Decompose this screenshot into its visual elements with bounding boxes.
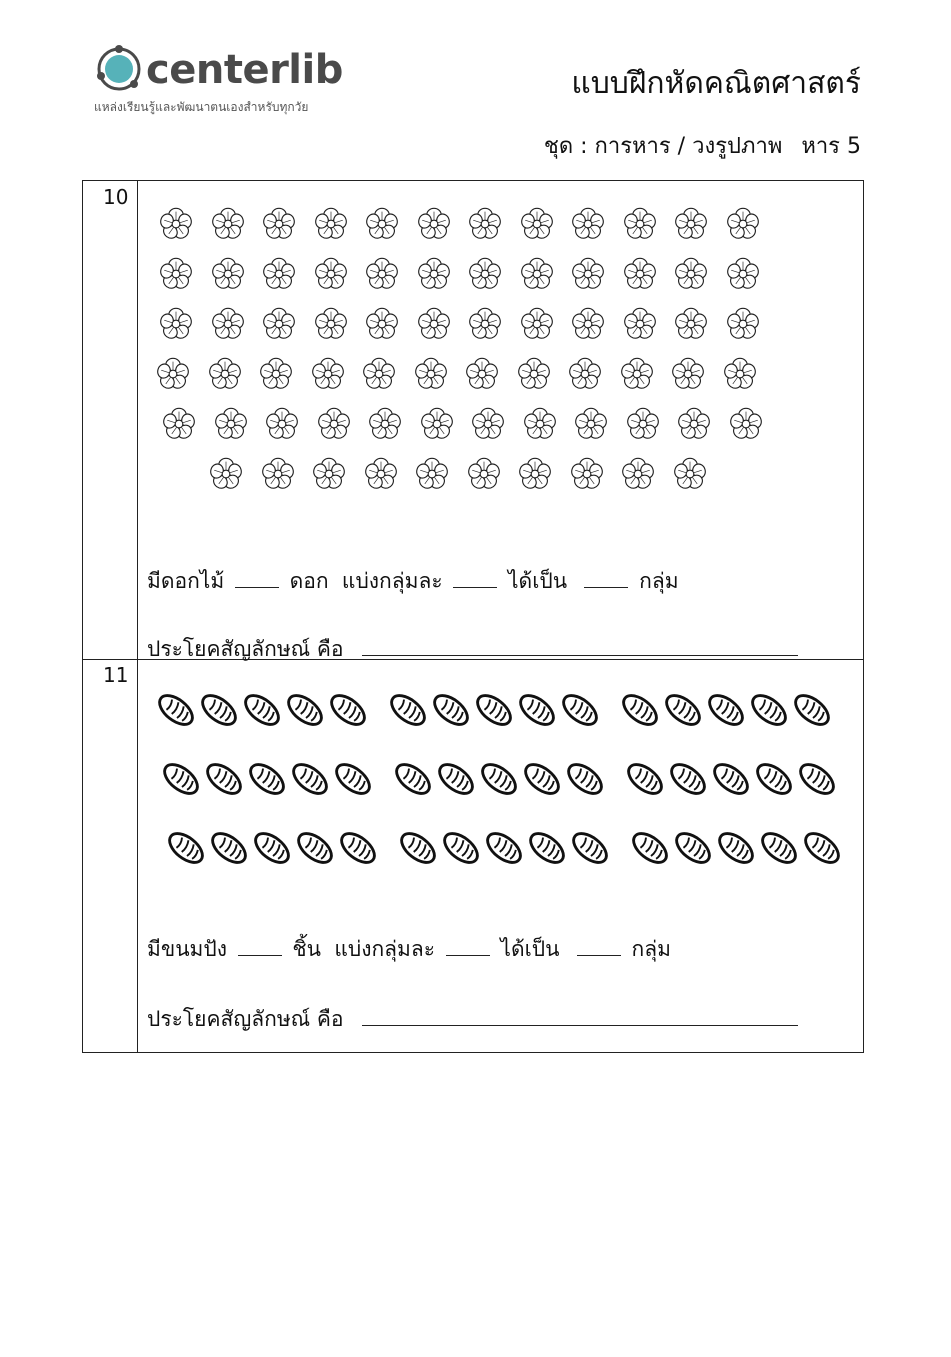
flower-icon <box>518 255 556 297</box>
bread-icon <box>526 827 568 873</box>
bread-icon <box>160 758 202 804</box>
bread-icon <box>705 689 747 735</box>
flower-icon <box>518 305 556 347</box>
flower-icon <box>363 205 401 247</box>
flower-icon <box>569 305 607 347</box>
flower-icon <box>309 355 347 397</box>
flower-icon <box>315 405 353 447</box>
flower-icon <box>206 355 244 397</box>
bread-icon <box>208 827 250 873</box>
flower-icon <box>360 355 398 397</box>
flower-icon <box>672 205 710 247</box>
logo-wordmark: centerlib <box>146 47 343 93</box>
flower-icon <box>312 205 350 247</box>
flower-icon <box>312 305 350 347</box>
flower-icon <box>415 205 453 247</box>
bread-icon <box>392 758 434 804</box>
flower-icon <box>418 405 456 447</box>
flower-icon <box>516 455 554 497</box>
flower-icon <box>160 405 198 447</box>
bread-icon <box>559 689 601 735</box>
flower-icon <box>257 355 295 397</box>
answer-blank[interactable] <box>453 586 497 588</box>
flower-icon <box>413 455 451 497</box>
flower-icon <box>412 355 450 397</box>
flower-icon <box>515 355 553 397</box>
flower-icon <box>672 305 710 347</box>
bread-icon <box>672 827 714 873</box>
bread-icon <box>758 827 800 873</box>
bread-icon <box>516 689 558 735</box>
flower-icon <box>721 355 759 397</box>
bread-icon <box>332 758 374 804</box>
bread-icon <box>440 827 482 873</box>
flower-icon <box>466 305 504 347</box>
flower-icon <box>572 405 610 447</box>
bread-icon <box>753 758 795 804</box>
flower-icon <box>569 255 607 297</box>
flower-icon <box>671 455 709 497</box>
flower-icon <box>669 355 707 397</box>
flower-icon <box>260 305 298 347</box>
flower-icon <box>415 255 453 297</box>
flower-icon <box>724 255 762 297</box>
number-column-divider <box>137 181 138 1052</box>
bread-icon <box>251 827 293 873</box>
question-10-equation: ประโยคสัญลักษณ์ คือ <box>147 633 802 666</box>
flower-icon <box>366 405 404 447</box>
question-11-sentence: มีขนมปัง ชิ้น แบ่งกลุ่มละ ได้เป็น กลุ่ม <box>147 937 671 961</box>
bread-icon <box>203 758 245 804</box>
flower-icon <box>624 405 662 447</box>
flower-icon <box>209 305 247 347</box>
flower-icon <box>157 205 195 247</box>
flower-icon <box>362 455 400 497</box>
bread-icon <box>715 827 757 873</box>
bread-icon <box>241 689 283 735</box>
flower-icon <box>518 205 556 247</box>
answer-blank[interactable] <box>584 586 628 588</box>
bread-icon <box>473 689 515 735</box>
bread-icon <box>564 758 606 804</box>
bread-icon <box>387 689 429 735</box>
flower-icon <box>724 205 762 247</box>
bread-icon <box>629 827 671 873</box>
bread-icon <box>662 689 704 735</box>
flower-icon <box>463 355 501 397</box>
flower-icon <box>569 205 607 247</box>
bread-icon <box>435 758 477 804</box>
flower-icon <box>212 405 250 447</box>
flower-icon <box>259 455 297 497</box>
bread-icon <box>289 758 331 804</box>
bread-icon <box>327 689 369 735</box>
flower-icon <box>724 305 762 347</box>
flower-icon <box>209 205 247 247</box>
question-11-equation: ประโยคสัญลักษณ์ คือ <box>147 1003 802 1036</box>
bread-icon <box>569 827 611 873</box>
bread-icon <box>483 827 525 873</box>
flower-icon <box>465 455 503 497</box>
flower-icon <box>618 355 656 397</box>
answer-blank[interactable] <box>235 586 279 588</box>
flower-icon <box>312 255 350 297</box>
bread-icon <box>246 758 288 804</box>
page-subtitle <box>544 128 861 163</box>
bread-icon <box>337 827 379 873</box>
flower-icon <box>469 405 507 447</box>
flower-icon <box>260 255 298 297</box>
flower-icon <box>566 355 604 397</box>
bread-icon <box>624 758 666 804</box>
exercise-table <box>82 180 864 1053</box>
bread-icon <box>791 689 833 735</box>
topic: การหาร / วงรูปภาพ <box>594 134 783 159</box>
flower-icon <box>157 305 195 347</box>
bread-icon <box>198 689 240 735</box>
flower-icon <box>621 305 659 347</box>
bread-icon <box>521 758 563 804</box>
flower-icon <box>363 305 401 347</box>
flower-icon <box>157 255 195 297</box>
flower-icon <box>619 455 657 497</box>
flower-icon <box>621 255 659 297</box>
flower-icon <box>415 305 453 347</box>
bread-icon <box>430 689 472 735</box>
answer-blank[interactable] <box>238 954 282 956</box>
answer-blank[interactable] <box>577 954 621 956</box>
flower-icon <box>207 455 245 497</box>
flower-icon <box>675 405 713 447</box>
flower-icon <box>263 405 301 447</box>
flower-icon <box>727 405 765 447</box>
flower-icon <box>260 205 298 247</box>
bread-icon <box>801 827 843 873</box>
flower-icon <box>466 255 504 297</box>
bread-icon <box>748 689 790 735</box>
question-number: 11 <box>103 663 129 687</box>
question-number: 10 <box>103 185 129 209</box>
flower-icon <box>672 255 710 297</box>
logo-tagline: แหล่งเรียนรู้และพัฒนาตนเองสำหรับทุกวัย <box>94 100 309 114</box>
question-10-sentence: มีดอกไม้ ดอก แบ่งกลุ่มละ ได้เป็น กลุ่ม <box>147 569 679 593</box>
answer-blank[interactable] <box>446 954 490 956</box>
equation-blank[interactable] <box>362 1024 798 1026</box>
logo-mark-icon <box>92 42 146 96</box>
flower-icon <box>521 405 559 447</box>
flower-icon <box>621 205 659 247</box>
bread-icon <box>667 758 709 804</box>
flower-icon <box>209 255 247 297</box>
flower-icon <box>568 455 606 497</box>
flower-icon <box>363 255 401 297</box>
equation-blank[interactable] <box>362 654 798 656</box>
bread-icon <box>619 689 661 735</box>
bread-icon <box>397 827 439 873</box>
bread-icon <box>710 758 752 804</box>
part: หาร 5 <box>801 134 861 159</box>
bread-icon <box>796 758 838 804</box>
flower-icon <box>466 205 504 247</box>
bread-icon <box>294 827 336 873</box>
bread-icon <box>155 689 197 735</box>
flower-icon <box>310 455 348 497</box>
bread-icon <box>284 689 326 735</box>
bread-icon <box>478 758 520 804</box>
bread-icon <box>165 827 207 873</box>
flower-icon <box>154 355 192 397</box>
set-label: ชุด : <box>543 134 588 159</box>
logo <box>92 40 352 120</box>
page-title: แบบฝึกหัดคณิตศาสตร์ <box>571 66 861 101</box>
